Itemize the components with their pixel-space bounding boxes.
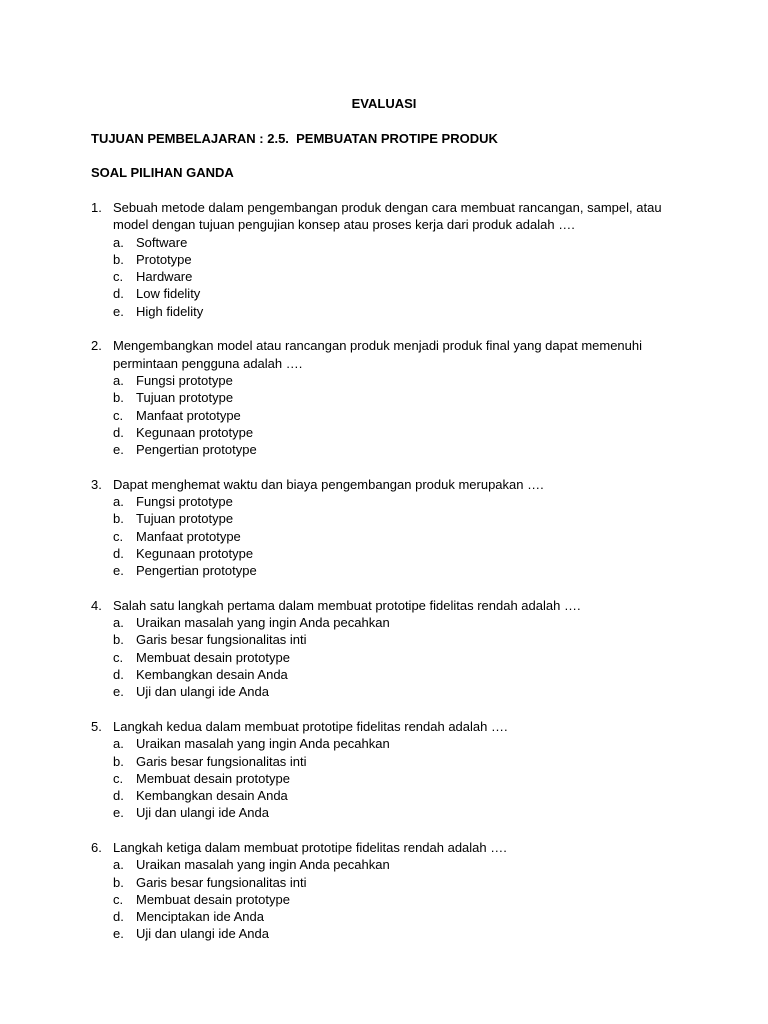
question-list: [91, 199, 691, 960]
option-letter: a.: [113, 736, 124, 752]
answer-option: [113, 251, 691, 268]
question-text: Salah satu langkah pertama dalam membuat prototipe fidelitas rendah adalah ….: [113, 597, 581, 613]
option-letter: d.: [113, 286, 124, 302]
question-number: 5.: [91, 718, 102, 734]
option-text: Software: [136, 234, 188, 250]
question-number: 2.: [91, 338, 102, 354]
option-letter: d.: [113, 667, 124, 683]
option-letter: e.: [113, 303, 124, 319]
option-letter: d.: [113, 909, 124, 925]
answer-option: [113, 735, 691, 752]
option-letter: b.: [113, 874, 124, 890]
option-text: Uraikan masalah yang ingin Anda pecahkan: [136, 736, 390, 752]
answer-option: [113, 649, 691, 666]
option-letter: c.: [113, 891, 124, 907]
answer-option: [113, 925, 691, 942]
question-item: [91, 476, 691, 580]
option-text: Pengertian prototype: [136, 442, 257, 458]
question-text: Sebuah metode dalam pengembangan produk dengan cara membuat rancangan, sampel, atau model dengan tujuan pengujian konsep atau proses kerja dari produk adalah ….: [113, 200, 662, 233]
option-text: Prototype: [136, 251, 192, 267]
answer-option: [113, 908, 691, 925]
question-text: Mengembangkan model atau rancangan produk menjadi produk final yang dapat memenuhi permintaan pengguna adalah ….: [113, 338, 643, 371]
option-letter: b.: [113, 753, 124, 769]
option-text: Uraikan masalah yang ingin Anda pecahkan: [136, 615, 390, 631]
answer-option: [113, 856, 691, 873]
answer-option: [113, 631, 691, 648]
option-text: Uji dan ulangi ide Anda: [136, 684, 269, 700]
question-item: [91, 597, 691, 701]
answer-option: [113, 562, 691, 579]
option-text: Uji dan ulangi ide Anda: [136, 805, 269, 821]
answer-option: [113, 891, 691, 908]
option-letter: b.: [113, 390, 124, 406]
answer-option: [113, 303, 691, 320]
option-text: Membuat desain prototype: [136, 649, 290, 665]
question-text: Dapat menghemat waktu dan biaya pengembangan produk merupakan ….: [113, 476, 544, 492]
option-letter: c.: [113, 528, 124, 544]
option-text: Hardware: [136, 269, 193, 285]
option-letter: a.: [113, 234, 124, 250]
option-list: [113, 234, 691, 320]
question-item: [91, 718, 691, 822]
section-title: SOAL PILIHAN GANDA: [91, 165, 234, 180]
question-text: Langkah ketiga dalam membuat prototipe fidelitas rendah adalah ….: [113, 839, 507, 855]
answer-option: [113, 528, 691, 545]
option-text: Kembangkan desain Anda: [136, 667, 288, 683]
question-text: Langkah kedua dalam membuat prototipe fidelitas rendah adalah ….: [113, 718, 508, 734]
option-letter: e.: [113, 684, 124, 700]
answer-option: [113, 424, 691, 441]
option-list: [113, 735, 691, 821]
option-text: Garis besar fungsionalitas inti: [136, 874, 307, 890]
option-letter: b.: [113, 511, 124, 527]
question-number: 4.: [91, 597, 102, 613]
question-item: [91, 199, 691, 320]
option-text: Fungsi prototype: [136, 372, 233, 388]
answer-option: [113, 372, 691, 389]
option-text: Tujuan prototype: [136, 390, 234, 406]
option-letter: b.: [113, 251, 124, 267]
option-text: Pengertian prototype: [136, 563, 257, 579]
option-letter: e.: [113, 926, 124, 942]
answer-option: [113, 753, 691, 770]
option-text: Manfaat prototype: [136, 528, 241, 544]
answer-option: [113, 441, 691, 458]
answer-option: [113, 666, 691, 683]
option-letter: c.: [113, 770, 124, 786]
option-text: Garis besar fungsionalitas inti: [136, 632, 307, 648]
option-text: Tujuan prototype: [136, 511, 234, 527]
option-letter: d.: [113, 788, 124, 804]
option-letter: a.: [113, 615, 124, 631]
option-list: [113, 372, 691, 458]
answer-option: [113, 770, 691, 787]
option-letter: e.: [113, 563, 124, 579]
answer-option: [113, 493, 691, 510]
answer-option: [113, 874, 691, 891]
option-letter: a.: [113, 857, 124, 873]
question-number: 6.: [91, 839, 102, 855]
answer-option: [113, 683, 691, 700]
option-letter: b.: [113, 632, 124, 648]
option-text: Uraikan masalah yang ingin Anda pecahkan: [136, 857, 390, 873]
answer-option: [113, 389, 691, 406]
answer-option: [113, 285, 691, 302]
option-text: Kegunaan prototype: [136, 545, 254, 561]
option-letter: a.: [113, 372, 124, 388]
answer-option: [113, 545, 691, 562]
question-item: [91, 839, 691, 943]
option-letter: c.: [113, 407, 124, 423]
option-letter: a.: [113, 494, 124, 510]
option-letter: c.: [113, 269, 124, 285]
option-text: Membuat desain prototype: [136, 891, 290, 907]
answer-option: [113, 234, 691, 251]
option-text: Garis besar fungsionalitas inti: [136, 753, 307, 769]
option-text: Manfaat prototype: [136, 407, 241, 423]
answer-option: [113, 510, 691, 527]
option-text: Menciptakan ide Anda: [136, 909, 264, 925]
answer-option: [113, 614, 691, 631]
document-title: EVALUASI: [351, 96, 417, 111]
option-text: High fidelity: [136, 303, 204, 319]
option-text: Fungsi prototype: [136, 494, 233, 510]
option-letter: d.: [113, 424, 124, 440]
option-list: [113, 856, 691, 942]
answer-option: [113, 407, 691, 424]
learning-objective: TUJUAN PEMBELAJARAN : 2.5. PEMBUATAN PROTIPE PRODUK: [91, 131, 498, 146]
option-list: [113, 614, 691, 700]
question-item: [91, 337, 691, 458]
option-text: Uji dan ulangi ide Anda: [136, 926, 269, 942]
answer-option: [113, 787, 691, 804]
question-number: 3.: [91, 476, 102, 492]
option-letter: d.: [113, 545, 124, 561]
answer-option: [113, 268, 691, 285]
option-text: Kembangkan desain Anda: [136, 788, 288, 804]
option-letter: e.: [113, 442, 124, 458]
option-text: Membuat desain prototype: [136, 770, 290, 786]
option-text: Kegunaan prototype: [136, 424, 254, 440]
option-list: [113, 493, 691, 579]
question-number: 1.: [91, 200, 102, 215]
option-letter: e.: [113, 805, 124, 821]
option-text: Low fidelity: [136, 286, 201, 302]
answer-option: [113, 804, 691, 821]
option-letter: c.: [113, 649, 124, 665]
